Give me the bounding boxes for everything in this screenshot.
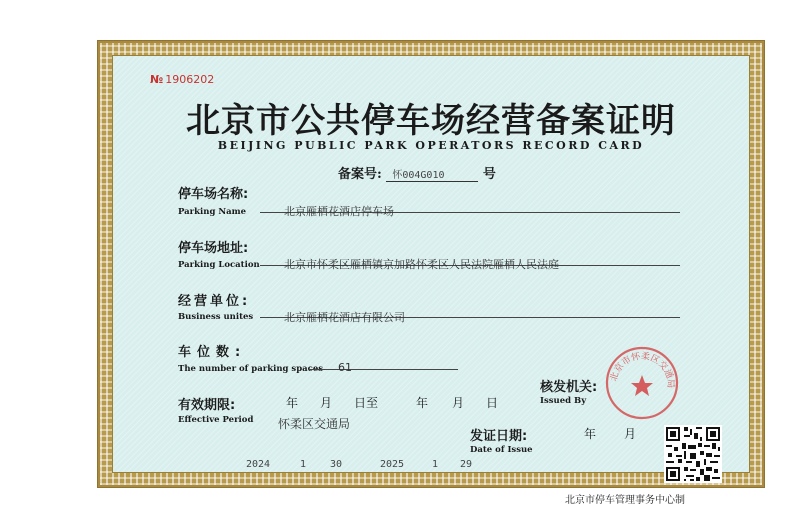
parking-name-value: 北京雁栖花酒店停车场	[284, 205, 394, 218]
certificate	[97, 40, 765, 488]
title-cn: 北京市公共停车场经营备案证明	[186, 101, 676, 141]
parking-location-label-en: Parking Location	[178, 260, 260, 270]
record-value: 怀004G010	[386, 166, 478, 182]
business-label-cn: 经营单位:	[178, 294, 251, 309]
effective-end-year-unit: 年	[416, 396, 429, 410]
record-suffix: 号	[482, 167, 496, 182]
effective-start-month: 1	[300, 459, 307, 470]
effective-start-month-unit: 月	[320, 396, 333, 410]
effective-start-year: 2024	[246, 459, 271, 470]
business-value: 北京雁栖花酒店有限公司	[284, 311, 405, 324]
effective-start-day-unit: 日至	[354, 396, 379, 410]
effective-label-en: Effective Period	[178, 415, 254, 425]
spaces-value: 61	[338, 361, 352, 374]
effective-end-day: 29	[460, 459, 473, 470]
effective-end-day-unit: 日	[486, 396, 499, 410]
issue-date-month-unit: 月	[624, 427, 637, 441]
serial-value: 1906202	[165, 73, 215, 86]
seal-star-icon	[631, 375, 653, 396]
parking-name-label-en: Parking Name	[178, 207, 247, 217]
effective-start-year-unit: 年	[286, 396, 299, 410]
seal-text: 北京市怀柔区交通局	[609, 351, 676, 389]
parking-location-label-cn: 停车场地址:	[178, 241, 249, 256]
issue-date-year-unit: 年	[584, 427, 597, 441]
effective-label-cn: 有效期限:	[178, 398, 236, 413]
record-label: 备案号:	[338, 167, 382, 182]
issued-by-label-cn: 核发机关:	[540, 380, 598, 395]
spaces-label-cn: 车位数:	[178, 345, 247, 360]
serial-label: №	[150, 73, 164, 86]
effective-start-day: 30	[330, 459, 343, 470]
footer-maker: 北京市停车管理事务中心制	[565, 495, 685, 506]
issue-date-label-en: Date of Issue	[470, 445, 533, 455]
parking-name-label-cn: 停车场名称:	[178, 187, 249, 202]
parking-location-value: 北京市怀柔区雁栖镇京加路怀柔区人民法院雁栖人民法庭	[284, 258, 559, 271]
business-label-en: Business unites	[178, 312, 254, 322]
effective-end-month-unit: 月	[452, 396, 465, 410]
issue-date-label-cn: 发证日期:	[470, 429, 528, 444]
title-en: BEIJING PUBLIC PARK OPERATORS RECORD CARD	[217, 139, 645, 152]
official-seal	[604, 345, 680, 421]
qr-code-icon[interactable]	[664, 425, 722, 483]
spaces-label-en: The number of parking spaces	[178, 364, 324, 374]
effective-end-year: 2025	[380, 459, 405, 470]
spaces-line	[308, 369, 458, 370]
effective-end-month: 1	[432, 459, 439, 470]
issued-by-label-en: Issued By	[540, 396, 587, 406]
issued-by-value: 怀柔区交通局	[278, 417, 351, 431]
serial-number	[150, 73, 214, 86]
record-number-row	[338, 163, 598, 182]
